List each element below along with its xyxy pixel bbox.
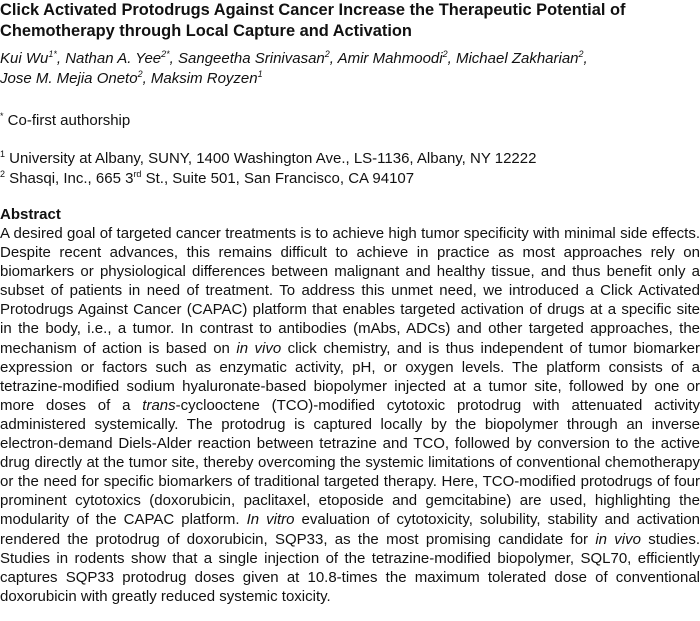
author-name: Sangeetha Srinivasan [178, 50, 325, 67]
affiliation-2: $^2$ Shasqi, Inc., 665 3rd St., Suite 501, San Francisco, CA 94107 [0, 169, 415, 187]
co-first-text: Co-first authorship [3, 112, 131, 129]
author-affil-mark: 2 [578, 49, 584, 59]
author-affil-mark: 1 [257, 69, 263, 79]
author-name: Nathan A. Yee [65, 50, 162, 67]
title-line-2: Chemotherapy through Local Capture and Activation [0, 22, 412, 40]
abstract-body: A desired goal of targeted cancer treatments is to achieve high tumor specificity with minimal side effects. Despite recent advances, this remains difficult to achieve in practice as most approaches rely on biomarkers or physiological differences between malignant and healthy tissue, and thus benefit only a subset of patients in need of treatment. To address this unmet need, we introduced a Click Activated Protodrugs Against Cancer (CAPAC) platform that enables targeted activation of drugs at a specific site in the body, i.e., a tumor. In contrast to antibodies (mAbs, ADCs) and other targeted approaches, the mechanism of action is based on in vivo click chemistry, and is thus independent of tumor biomarker expression or factors such as enzymatic activity, pH, or oxygen levels. The platform consists of a tetrazine-modified sodium hyaluronate-based biopolymer injected at a tumor site, followed by one or more doses of a trans-cyclooctene (TCO)-modified cytotoxic protodrug with attenuated activity administered systemically. The protodrug is captured locally by the biopolymer through an inverse electron-demand Diels-Alder reaction between tetrazine and TCO, followed by conversion to the active drug directly at the tumor site, thereby overcoming the systemic limitations of conventional chemotherapy or the need for specific biomarkers of traditional targeted therapy. Here, TCO-modified protodrugs of four prominent cytotoxics (doxorubicin, paclitaxel, etoposide and gemcitabine) are used, highlighting the modularity of the CAPAC platform. In vitro evaluation of cytotoxicity, solubility, stability and activation rendered the protodrug of doxorubicin, SQP33, as the most promising candidate for in vivo studies. Studies in rodents show that a single injection of the tetrazine-modified biopolymer, SQL70, efficiently captures SQP33 protodrug doses given at 10.8-times the maximum tolerated dose of conventional doxorubicin with greatly reduced systemic toxicity. [0, 225, 700, 605]
author-name: Michael Zakharian [455, 50, 579, 67]
co-first-note [0, 111, 130, 131]
author-name: Maksim Royzen [150, 70, 258, 87]
co-first-mark: * [0, 111, 4, 121]
author-name: Jose M. Mejia Oneto [0, 70, 138, 87]
author-affil-mark: 2 [442, 49, 448, 59]
author-list: Kui $Wu^{1*}$, Nathan A. Yee$^{2*}$, Sangeetha Srinivasan$^2$, Amir Mahmoodi$^2$, Michael Zakharian$^2$, Jose M. Mejia Oneto$^2$, Maksim Royzen$^1$ [0, 49, 588, 87]
affiliation-1: $^1$ University at Albany, SUNY, 1400 Washington Ave., LS-1136, Albany, NY 12222 [0, 149, 537, 167]
author-affil-mark: 2 [137, 69, 143, 79]
abstract-heading: Abstract [0, 206, 61, 223]
author-affil-mark: 2* [161, 49, 170, 59]
author-name: Amir Mahmoodi [337, 50, 443, 67]
author-affil-mark: 2 [324, 49, 330, 59]
affiliations [0, 149, 536, 189]
paper-title [0, 0, 700, 42]
author-name: Kui Wu [0, 50, 49, 67]
title-line-1: Click Activated Protodrugs Against Cancer Increase the Therapeutic Potential of [0, 1, 626, 19]
author-affil-mark: 1* [48, 49, 57, 59]
